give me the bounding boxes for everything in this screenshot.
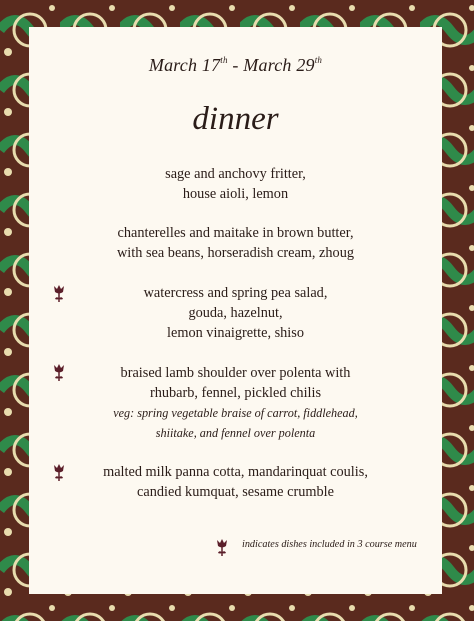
footnote-text: indicates dishes included in 3 course menu xyxy=(242,539,417,550)
dish-line: chanterelles and maitake in brown butter, xyxy=(117,225,354,241)
menu-dates xyxy=(29,55,442,76)
dish-line: lemon vinaigrette, shiso xyxy=(167,325,304,341)
date-start-suffix: th xyxy=(220,55,228,65)
menu-card xyxy=(29,27,442,594)
tulip-icon xyxy=(214,536,230,558)
dish-line: watercress and spring pea salad, xyxy=(143,285,328,301)
dish-line: rhubarb, fennel, pickled chilis xyxy=(149,385,322,401)
tulip-icon xyxy=(51,461,67,483)
dish-line: braised lamb shoulder over polenta with xyxy=(120,365,351,381)
veg-option-line: veg: spring vegetable braise of carrot, fiddlehead, xyxy=(113,406,358,420)
dish-line: malted milk panna cotta, mandarinquat coulis, xyxy=(103,464,368,480)
footnote xyxy=(214,535,440,559)
date-end-suffix: th xyxy=(314,55,323,65)
dish-line: with sea beans, horseradish cream, zhoug xyxy=(116,245,354,261)
dish-lamb xyxy=(29,363,442,443)
tulip-icon xyxy=(51,361,67,383)
dish-line: candied kumquat, sesame crumble xyxy=(137,484,334,500)
date-start: March 17 xyxy=(148,55,221,75)
menu-title: dinner xyxy=(192,101,279,137)
date-separator-end: - March 29 xyxy=(227,55,315,75)
tulip-icon xyxy=(51,282,67,304)
dish-line: house aioli, lemon xyxy=(182,186,289,202)
dish-line: gouda, hazelnut, xyxy=(188,305,283,321)
dish-panna-cotta xyxy=(29,462,442,502)
veg-option-line: shiitake, and fennel over polenta xyxy=(155,426,316,440)
dish-mushrooms xyxy=(29,223,442,263)
dish-salad xyxy=(29,283,442,343)
dish-fritter xyxy=(29,164,442,204)
dish-line: sage and anchovy fritter, xyxy=(165,166,306,182)
